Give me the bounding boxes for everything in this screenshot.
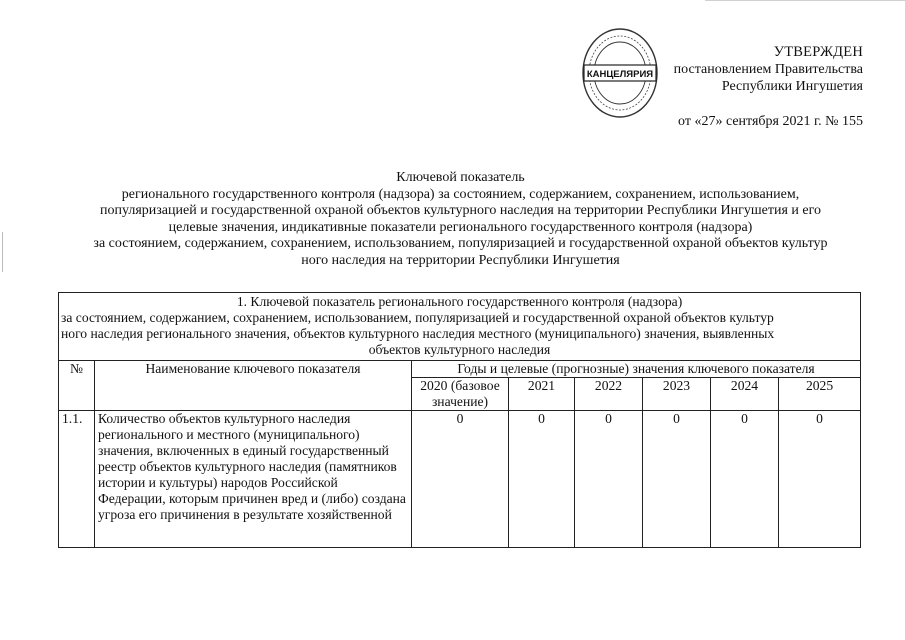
value-cell: 0 bbox=[779, 411, 861, 548]
table-caption bbox=[59, 293, 861, 361]
approval-line-2: Республики Ингушетия bbox=[721, 79, 863, 94]
column-header-year: 2024 bbox=[711, 378, 779, 411]
value-cell: 0 bbox=[643, 411, 711, 548]
value-cell: 0 bbox=[711, 411, 779, 548]
title-line: Ключевой показатель bbox=[396, 170, 525, 185]
caption-line: за состоянием, содержанием, сохранением, использованием, популяризацией и государственной охраной объектов культур bbox=[61, 310, 774, 325]
title-line: популяризацией и государственной охраной объектов культурного наследия на территории Республики Ингушетия и его bbox=[99, 203, 822, 218]
stamp-text: КАНЦЕЛЯРИЯ bbox=[586, 69, 654, 80]
caption-line: объектов культурного наследия bbox=[368, 342, 551, 357]
column-header-year: 2023 bbox=[643, 378, 711, 411]
caption-line: ного наследия регионального значения, объектов культурного наследия местного (муниципального) значения, выявленных bbox=[61, 326, 775, 341]
approval-date: от «27» сентября 2021 г. № 155 bbox=[678, 114, 863, 129]
table-row bbox=[59, 411, 861, 548]
column-header-name: Наименование ключевого показателя bbox=[95, 361, 412, 411]
caption-line: 1. Ключевой показатель регионального государственного контроля (надзора) bbox=[236, 294, 683, 309]
column-header-number: № bbox=[59, 361, 95, 411]
column-header-year: 2020 (базовое значение) bbox=[412, 378, 509, 411]
title-line: ного наследия на территории Республики Ингушетия bbox=[301, 252, 620, 268]
column-header-year: 2022 bbox=[575, 378, 643, 411]
scan-edge-left bbox=[2, 232, 3, 272]
column-header-year: 2025 bbox=[779, 378, 861, 411]
indicator-name: Количество объектов культурного наследия регионального и местного (муниципального) значения, включенных в единый государственный реестр объектов культурного наследия (памятников истории и культуры) народов Российской Федерации, которым причинен вред и (либо) создана угроза его причинения в результате хозяйственной bbox=[95, 411, 412, 548]
row-number: 1.1. bbox=[59, 411, 95, 548]
kpi-table bbox=[58, 292, 861, 548]
title-line: регионального государственного контроля (надзора) за состоянием, содержанием, сохранением, использованием, bbox=[121, 186, 800, 202]
title-line: за состоянием, содержанием, сохранением, использованием, популяризацией и государственной охраной объектов культур bbox=[93, 236, 828, 251]
office-seal-stamp bbox=[581, 27, 659, 119]
value-cell: 0 bbox=[412, 411, 509, 548]
column-header-years: Годы и целевые (прогнозные) значения ключевого показателя bbox=[412, 361, 861, 378]
column-header-year: 2021 bbox=[509, 378, 575, 411]
scan-edge-top bbox=[705, 0, 905, 1]
document-title bbox=[58, 170, 863, 269]
approval-heading: УТВЕРЖДЕН bbox=[773, 44, 863, 60]
value-cell: 0 bbox=[509, 411, 575, 548]
approval-line-1: постановлением Правительства bbox=[673, 62, 863, 77]
value-cell: 0 bbox=[575, 411, 643, 548]
approval-block bbox=[663, 44, 863, 95]
title-line: целевые значения, индикативные показатели регионального государственного контроля (надзора) bbox=[168, 219, 753, 235]
